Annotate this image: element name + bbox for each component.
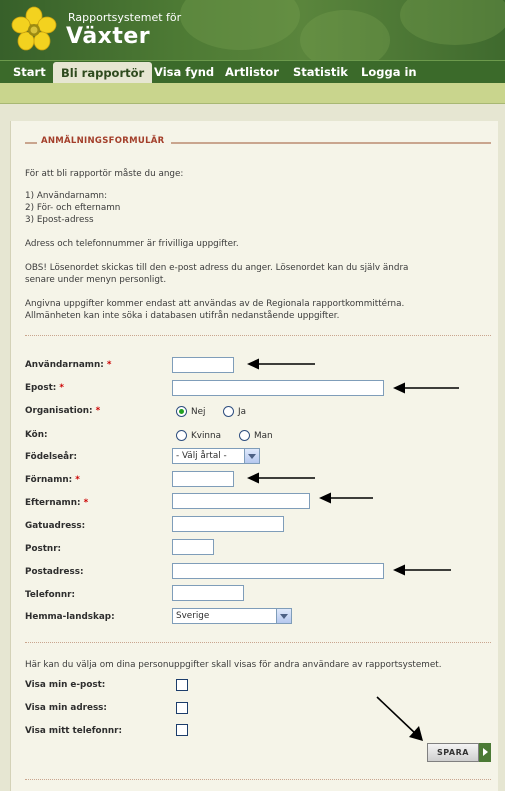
organisation-ja-radio[interactable] bbox=[223, 406, 234, 417]
postaddress-label: Postadress: bbox=[25, 567, 84, 577]
nav-statistik[interactable]: Statistik bbox=[293, 65, 348, 79]
gender-kvinna-radio[interactable] bbox=[176, 430, 187, 441]
divider bbox=[25, 642, 491, 643]
site-title: Växter bbox=[66, 24, 151, 49]
gender-man-label: Man bbox=[254, 431, 273, 441]
save-button-label: SPARA bbox=[427, 743, 479, 762]
nav-artlistor[interactable]: Artlistor bbox=[225, 65, 279, 79]
birthyear-select[interactable] bbox=[172, 448, 260, 464]
nav-logga-in[interactable]: Logga in bbox=[361, 65, 417, 79]
site-header bbox=[0, 0, 505, 60]
birthyear-label: Födelseår: bbox=[25, 452, 77, 462]
province-label: Hemma-landskap: bbox=[25, 612, 115, 622]
lastname-input[interactable] bbox=[172, 493, 310, 509]
section-rule-right bbox=[171, 142, 491, 144]
intro-text: För att bli rapportör måste du ange: bbox=[25, 169, 184, 179]
lastname-label: Efternamn: * bbox=[25, 498, 89, 508]
username-label: Användarnamn: * bbox=[25, 360, 112, 370]
visibility-note: Här kan du välja om dina personuppgifter skall visas för andra användare av rapportsystemet. bbox=[25, 660, 442, 670]
requirement-1: 1) Användarnamn: bbox=[25, 191, 108, 201]
arrow-pointer-icon bbox=[247, 471, 317, 485]
gender-label: Kön: bbox=[25, 430, 48, 440]
phone-input[interactable] bbox=[172, 585, 244, 601]
arrow-pointer-icon bbox=[393, 563, 453, 577]
organisation-ja-label: Ja bbox=[238, 407, 246, 417]
play-arrow-icon bbox=[479, 743, 491, 762]
arrow-pointer-icon bbox=[375, 695, 425, 743]
email-label: Epost: * bbox=[25, 383, 64, 393]
nav-bli-rapportor[interactable]: Bli rapportör bbox=[53, 62, 152, 83]
firstname-input[interactable] bbox=[172, 471, 234, 487]
gender-kvinna-label: Kvinna bbox=[191, 431, 221, 441]
obs-line-1: OBS! Lösenordet skickas till den e-post adress du anger. Lösenordet kan du själv ändra bbox=[25, 263, 409, 273]
postaddress-input[interactable] bbox=[172, 563, 384, 579]
divider bbox=[25, 335, 491, 336]
chevron-down-icon[interactable] bbox=[244, 449, 259, 463]
arrow-pointer-icon bbox=[393, 381, 461, 395]
show-email-label: Visa min e-post: bbox=[25, 680, 106, 690]
subnav-stripe bbox=[0, 83, 505, 104]
privacy-line-1: Angivna uppgifter kommer endast att användas av de Regionala rapportkommittérna. bbox=[25, 299, 405, 309]
show-email-checkbox[interactable] bbox=[176, 679, 188, 691]
show-address-checkbox[interactable] bbox=[176, 702, 188, 714]
header-leaf-decor bbox=[180, 0, 300, 50]
organisation-label: Organisation: * bbox=[25, 406, 101, 416]
username-input[interactable] bbox=[172, 357, 234, 373]
show-phone-label: Visa mitt telefonnr: bbox=[25, 726, 122, 736]
buttercup-logo-icon bbox=[10, 6, 58, 54]
email-input[interactable] bbox=[172, 380, 384, 396]
header-leaf-decor bbox=[400, 0, 505, 45]
street-label: Gatuadress: bbox=[25, 521, 86, 531]
phone-label: Telefonnr: bbox=[25, 590, 76, 600]
nav-visa-fynd[interactable]: Visa fynd bbox=[154, 65, 215, 79]
firstname-label: Förnamn: * bbox=[25, 475, 80, 485]
privacy-line-2: Allmänheten kan inte söka i databasen utifrån nedanstående uppgifter. bbox=[25, 311, 340, 321]
arrow-pointer-icon bbox=[247, 357, 317, 371]
registration-panel bbox=[10, 121, 498, 791]
organisation-nej-label: Nej bbox=[191, 407, 206, 417]
province-selected: Sverige bbox=[176, 611, 210, 621]
province-select[interactable] bbox=[172, 608, 292, 624]
birthyear-selected: - Välj årtal - bbox=[176, 451, 227, 461]
main-nav bbox=[0, 60, 505, 83]
postnr-input[interactable] bbox=[172, 539, 214, 555]
organisation-nej-radio[interactable] bbox=[176, 406, 187, 417]
site-subtitle: Rapportsystemet för bbox=[68, 11, 182, 24]
save-button[interactable] bbox=[427, 743, 491, 762]
nav-start[interactable]: Start bbox=[13, 65, 46, 79]
section-title: ANMÄLNINGSFORMULÄR bbox=[41, 136, 165, 146]
section-rule-left bbox=[25, 142, 37, 144]
requirement-3: 3) Epost-adress bbox=[25, 215, 94, 225]
header-leaf-decor bbox=[300, 10, 390, 60]
postnr-label: Postnr: bbox=[25, 544, 62, 554]
show-address-label: Visa min adress: bbox=[25, 703, 107, 713]
divider bbox=[25, 779, 491, 780]
requirement-2: 2) För- och efternamn bbox=[25, 203, 121, 213]
show-phone-checkbox[interactable] bbox=[176, 724, 188, 736]
obs-line-2: senare under menyn personligt. bbox=[25, 275, 167, 285]
street-input[interactable] bbox=[172, 516, 284, 532]
chevron-down-icon[interactable] bbox=[276, 609, 291, 623]
optional-note: Adress och telefonnummer är frivilliga uppgifter. bbox=[25, 239, 239, 249]
gender-man-radio[interactable] bbox=[239, 430, 250, 441]
arrow-pointer-icon bbox=[319, 491, 375, 505]
